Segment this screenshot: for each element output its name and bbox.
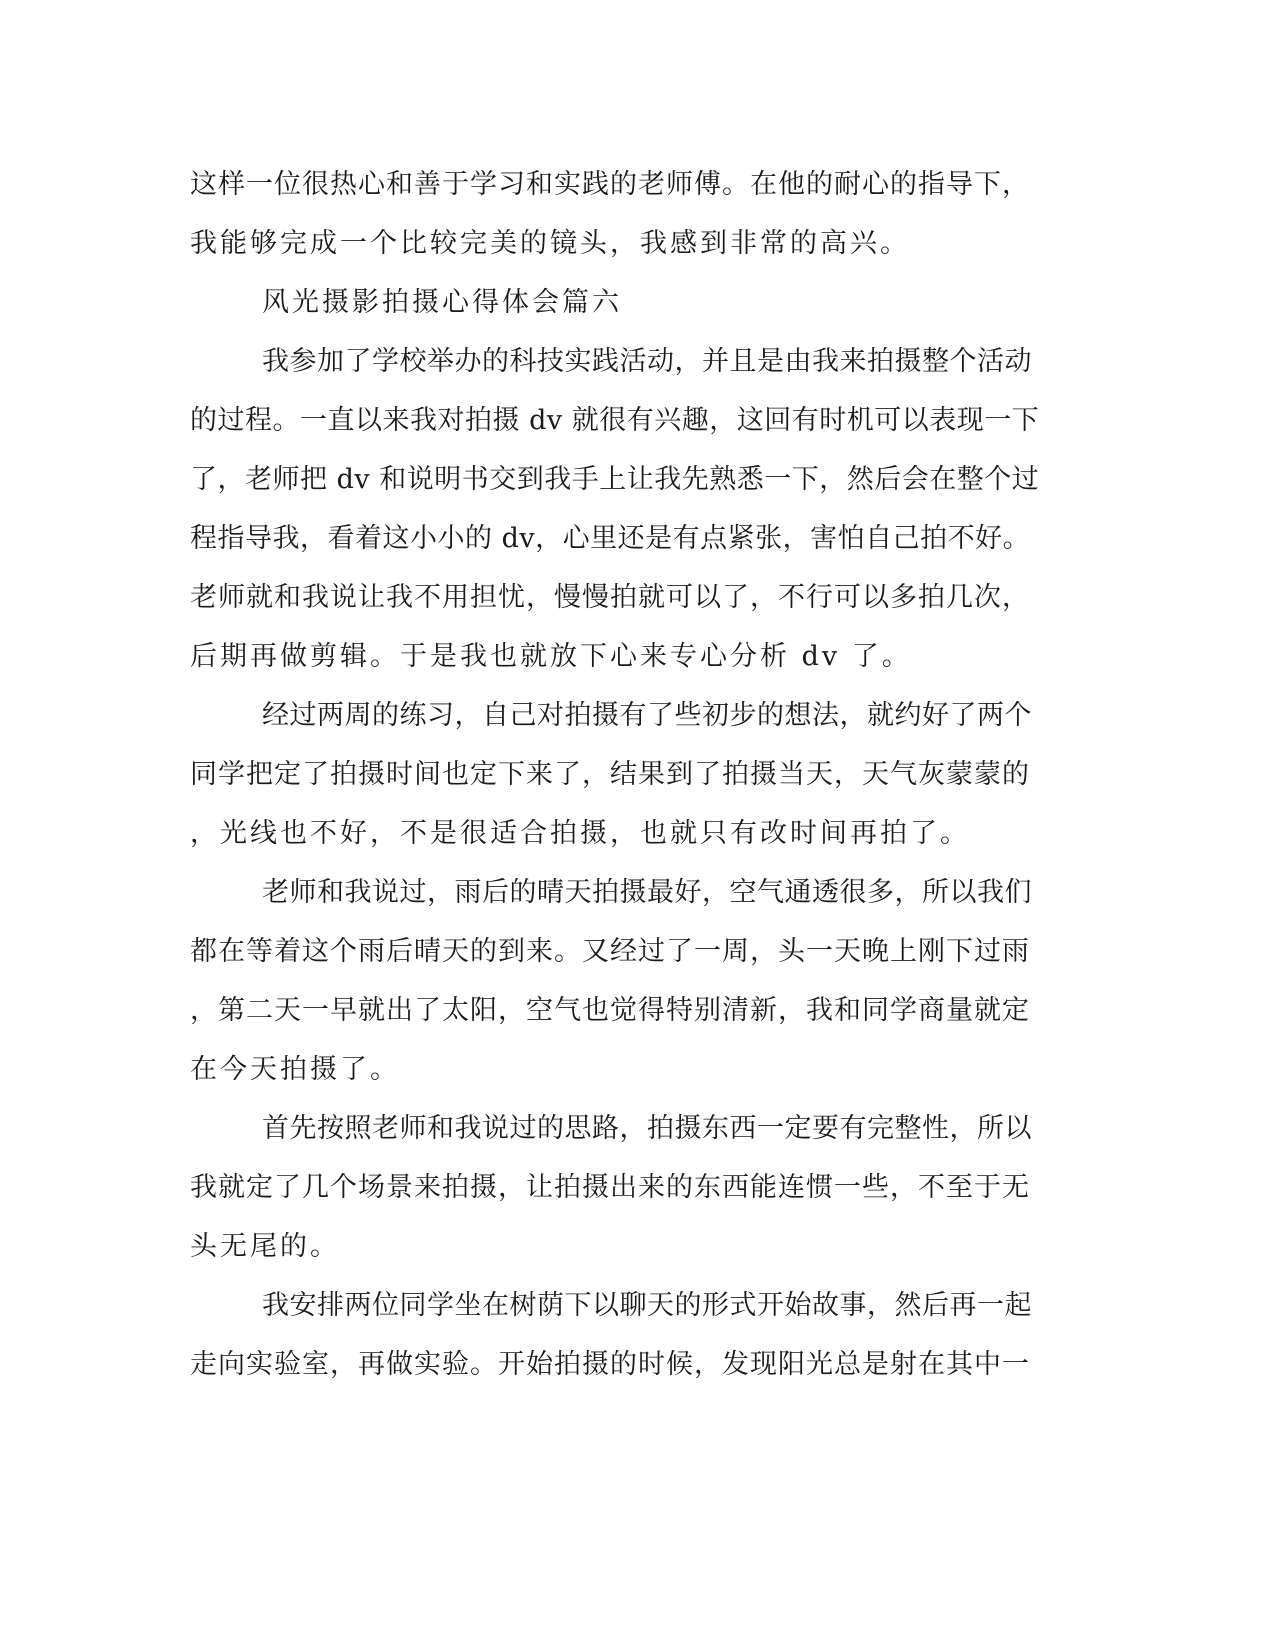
text-line: 的过程。一直以来我对拍摄 dv 就很有兴趣，这回有时机可以表现一下 [190, 405, 1040, 436]
text-line: 后期再做剪辑。于是我也就放下心来专心分析 dv 了。 [190, 641, 912, 672]
text-line: 同学把定了拍摄时间也定下来了，结果到了拍摄当天，天气灰蒙蒙的 [190, 759, 1030, 790]
text-line: ，光线也不好，不是很适合拍摄，也就只有改时间再拍了。 [190, 818, 970, 849]
section-heading: 风光摄影拍摄心得体会篇六 [262, 287, 622, 318]
text-line: 我参加了学校举办的科技实践活动，并且是由我来拍摄整个活动 [262, 346, 1032, 377]
text-line: 老师和我说过，雨后的晴天拍摄最好，空气通透很多，所以我们 [262, 877, 1032, 908]
text-line: 经过两周的练习，自己对拍摄有了些初步的想法，就约好了两个 [262, 700, 1032, 731]
text-line: 程指导我，看着这小小的 dv，心里还是有点紧张，害怕自己拍不好。 [190, 523, 1031, 554]
text-line: 在今天拍摄了。 [190, 1054, 400, 1085]
text-line: 我能够完成一个比较完美的镜头，我感到非常的高兴。 [190, 228, 910, 259]
text-line: ，第二天一早就出了太阳，空气也觉得特别清新，我和同学商量就定 [190, 995, 1030, 1026]
text-line: 首先按照老师和我说过的思路，拍摄东西一定要有完整性，所以 [262, 1113, 1032, 1144]
text-line: 老师就和我说让我不用担忧，慢慢拍就可以了，不行可以多拍几次， [190, 582, 1030, 613]
text-line: 了，老师把 dv 和说明书交到我手上让我先熟悉一下，然后会在整个过 [190, 464, 1040, 495]
text-line: 都在等着这个雨后晴天的到来。又经过了一周，头一天晚上刚下过雨 [190, 936, 1030, 967]
text-line: 我安排两位同学坐在树荫下以聊天的形式开始故事，然后再一起 [262, 1290, 1032, 1321]
text-line: 头无尾的。 [190, 1231, 340, 1262]
text-line: 走向实验室，再做实验。开始拍摄的时候，发现阳光总是射在其中一 [190, 1349, 1030, 1380]
text-line: 我就定了几个场景来拍摄，让拍摄出来的东西能连惯一些，不至于无 [190, 1172, 1030, 1203]
text-line: 这样一位很热心和善于学习和实践的老师傅。在他的耐心的指导下， [190, 169, 1030, 200]
